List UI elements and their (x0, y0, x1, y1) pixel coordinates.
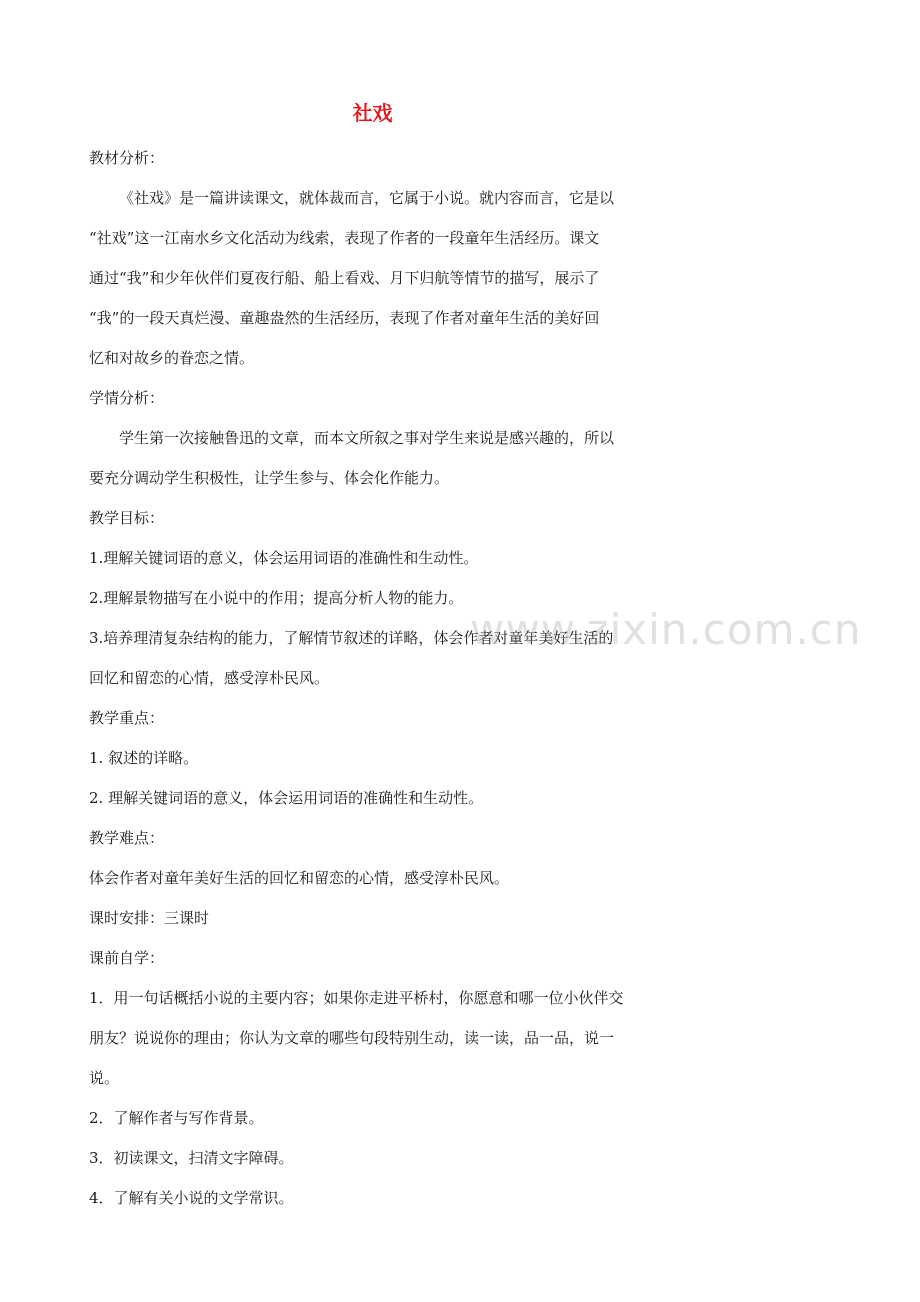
text-line: 课前自学： (89, 949, 165, 967)
text-line: 学情分析： (89, 389, 165, 407)
text-line: 教学重点： (89, 709, 165, 727)
text-line: “我”的一段天真烂漫、童趣盎然的生活经历，表现了作者对童年生活的美好回 (89, 309, 600, 327)
text-line: 1.理解关键词语的意义，体会运用词语的准确性和生动性。 (89, 549, 479, 567)
text-line: 课时安排：三课时 (89, 909, 210, 927)
text-line: 体会作者对童年美好生活的回忆和留恋的心情，感受淳朴民风。 (89, 869, 510, 887)
text-line: 忆和对故乡的眷恋之情。 (89, 349, 255, 367)
text-line: 回忆和留恋的心情，感受淳朴民风。 (89, 669, 330, 687)
text-line: 说。 (89, 1069, 120, 1087)
text-line: 3.培养理清复杂结构的能力，了解情节叙述的详略，体会作者对童年美好生活的 (89, 629, 614, 647)
text-line: 学生第一次接触鲁迅的文章，而本文所叙之事对学生来说是感兴趣的，所以 (119, 429, 615, 447)
text-line: 2.理解景物描写在小说中的作用；提高分析人物的能力。 (89, 589, 464, 607)
text-line: 朋友？说说你的理由；你认为文章的哪些句段特别生动，读一读，品一品，说一 (89, 1029, 615, 1047)
document-title: 社戏 (352, 101, 393, 125)
document-body (89, 143, 661, 1223)
text-line: 1. 叙述的详略。 (89, 749, 199, 767)
text-line: 4．了解有关小说的文学常识。 (89, 1189, 294, 1207)
text-line: 3．初读课文，扫清文字障碍。 (89, 1149, 294, 1167)
text-line: “社戏”这一江南水乡文化活动为线索，表现了作者的一段童年生活经历。课文 (89, 229, 600, 247)
text-line: 教学目标： (89, 509, 165, 527)
text-line: 教材分析： (89, 149, 165, 167)
text-line: 1．用一句话概括小说的主要内容；如果你走进平桥村，你愿意和哪一位小伙伴交 (89, 989, 624, 1007)
text-line: 2. 理解关键词语的意义，体会运用词语的准确性和生动性。 (89, 789, 484, 807)
text-line: 《社戏》是一篇讲读课文，就体裁而言，它属于小说。就内容而言，它是以 (119, 189, 615, 207)
text-line: 通过“我”和少年伙伴们夏夜行船、船上看戏、月下归航等情节的描写，展示了 (89, 269, 600, 287)
text-line: 教学难点： (89, 829, 165, 847)
text-line: 2．了解作者与写作背景。 (89, 1109, 264, 1127)
watermark: www.zixin.com.cn (470, 605, 862, 654)
text-line: 要充分调动学生积极性，让学生参与、体会化作能力。 (89, 469, 450, 487)
